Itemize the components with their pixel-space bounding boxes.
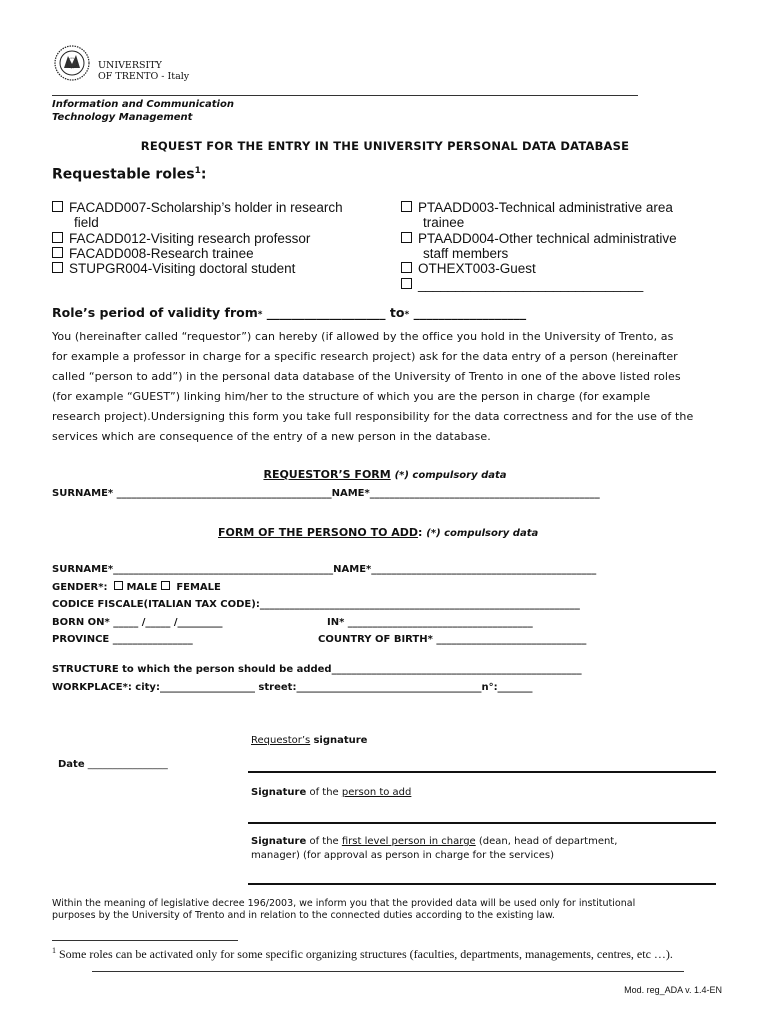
notice-line: Within the meaning of legislative decree 196/2003, we inform you that the provided data will be used only for institutional bbox=[52, 898, 636, 909]
roles-heading-colon: : bbox=[200, 166, 207, 183]
department-line2: Technology Management bbox=[52, 112, 193, 123]
footnote-text: Some roles can be activated only for some specific organizing structures (faculties, departments, managements, centres, etc …). bbox=[56, 947, 673, 961]
role-option-facadd007-cont bbox=[74, 215, 99, 230]
gender-male-label: MALE bbox=[126, 582, 158, 593]
role-option-ptaadd003[interactable] bbox=[401, 200, 673, 215]
compulsory-note: (*) compulsory data bbox=[426, 528, 539, 539]
role-option-ptaadd004-cont bbox=[423, 246, 508, 261]
role-label: PTAADD003-Technical administrative area bbox=[418, 200, 673, 215]
intro-paragraph bbox=[52, 327, 728, 447]
born-on-field[interactable]: BORN ON* _____ /_____ /_________ bbox=[52, 617, 223, 628]
university-name bbox=[98, 60, 189, 82]
page-title: REQUEST FOR THE ENTRY IN THE UNIVERSITY PERSONAL DATA DATABASE bbox=[140, 139, 630, 153]
validity-to-field[interactable]: __________________ bbox=[409, 305, 527, 320]
university-name-line1: UNIVERSITY bbox=[98, 60, 162, 71]
roles-heading-text: Requestable roles bbox=[52, 166, 195, 183]
person-signature-line[interactable] bbox=[248, 822, 716, 824]
requestor-word: Requestor’s bbox=[251, 735, 311, 746]
footnote-ref: 1 bbox=[194, 166, 201, 176]
first-level-signature-label bbox=[251, 835, 617, 863]
paragraph-line: research project).Undersigning this form you take full responsibility for the data correctness and for the use of the bbox=[52, 410, 694, 423]
role-option-facadd012[interactable] bbox=[52, 231, 310, 246]
signature-word: signature bbox=[313, 735, 368, 746]
form-version: Mod. reg_ADA v. 1.4-EN bbox=[624, 985, 722, 995]
person-to-add-text: person to add bbox=[341, 787, 412, 798]
role-other-blank[interactable]: ______________________________ bbox=[418, 277, 644, 292]
role-option-othext003[interactable] bbox=[401, 261, 536, 276]
requestor-form-heading: REQUESTOR’S FORM bbox=[263, 468, 391, 481]
paragraph-line: You (hereinafter called “requestor”) can hereby (if allowed by the office you hold in the University of Trento, as bbox=[52, 330, 674, 343]
role-option-facadd008[interactable] bbox=[52, 246, 254, 261]
checkbox-icon[interactable] bbox=[401, 262, 412, 273]
footnote bbox=[52, 946, 673, 962]
role-label: FACADD008-Research trainee bbox=[69, 246, 254, 261]
first-level-person-text: first level person in charge bbox=[341, 836, 476, 847]
role-option-facadd007[interactable] bbox=[52, 200, 343, 215]
required-star: * bbox=[257, 310, 263, 320]
checkbox-icon[interactable] bbox=[52, 232, 63, 243]
role-option-ptaadd003-cont bbox=[423, 215, 464, 230]
gender-label: GENDER*: bbox=[52, 582, 108, 593]
checkbox-icon[interactable] bbox=[52, 247, 63, 258]
role-label: FACADD007-Scholarship’s holder in research bbox=[69, 200, 343, 215]
footer-divider bbox=[92, 971, 684, 972]
privacy-notice bbox=[52, 898, 724, 922]
paragraph-line: for example a professor in charge for a specific research project) ask for the data entry of a person (hereinafter bbox=[52, 350, 678, 363]
date-label: Date bbox=[58, 759, 85, 770]
first-level-signature-line[interactable] bbox=[248, 883, 716, 885]
workplace-row[interactable]: WORKPLACE*: city:___________________ street:_____________________________________n°:_______ bbox=[52, 682, 533, 693]
tax-code-row[interactable]: CODICE FISCALE(ITALIAN TAX CODE):________________________________________________________________ bbox=[52, 599, 580, 610]
person-form-title: FORM OF THE PERSONO TO ADD: (*) compulsory data bbox=[218, 526, 539, 539]
checkbox-icon[interactable] bbox=[52, 201, 63, 212]
university-seal-icon bbox=[50, 44, 94, 82]
header-divider bbox=[52, 95, 638, 96]
date-field[interactable]: ________________ bbox=[84, 759, 168, 770]
validity-from-field[interactable]: ___________________ bbox=[262, 305, 390, 320]
roles-heading bbox=[52, 166, 206, 183]
role-label-cont: staff members bbox=[423, 246, 509, 261]
signature-word: Signature bbox=[251, 836, 307, 847]
department-line1: Information and Communication bbox=[52, 99, 234, 110]
born-in-field[interactable]: IN* _____________________________________ bbox=[327, 617, 533, 628]
role-option-ptaadd004[interactable] bbox=[401, 231, 677, 246]
role-label: PTAADD004-Other technical administrative bbox=[418, 231, 677, 246]
first-level-rest-text: (dean, head of department, bbox=[475, 836, 618, 847]
checkbox-icon[interactable] bbox=[52, 262, 63, 273]
requestor-signature-label bbox=[251, 734, 367, 748]
paragraph-line: called “person to add”) in the personal data database of the University of Trento in one of the above listed roles bbox=[52, 370, 681, 383]
structure-field[interactable]: STRUCTURE to which the person should be added__________________________________________________ bbox=[52, 664, 582, 675]
department-name bbox=[52, 98, 234, 124]
role-option-stupgr004[interactable] bbox=[52, 261, 295, 276]
role-label-cont: trainee bbox=[423, 215, 465, 230]
person-signature-label bbox=[251, 786, 411, 800]
paragraph-line: (for example “GUEST”) linking him/her to the structure of which you are the person in charge (for example bbox=[52, 390, 651, 403]
person-form-heading: FORM OF THE PERSONO TO ADD bbox=[218, 526, 419, 539]
role-label-cont: field bbox=[74, 215, 99, 230]
checkbox-icon[interactable] bbox=[114, 581, 123, 590]
gender-female-label: FEMALE bbox=[176, 582, 221, 593]
country-of-birth-field[interactable]: COUNTRY OF BIRTH* ______________________________ bbox=[318, 634, 587, 645]
paragraph-line: services which are consequence of the entry of a new person in the database. bbox=[52, 430, 491, 443]
validity-to-label: to bbox=[389, 305, 405, 320]
signature-word: Signature bbox=[251, 787, 307, 798]
role-option-other[interactable] bbox=[401, 277, 643, 292]
footnote-rule bbox=[52, 940, 238, 941]
footnote-number: 1 bbox=[52, 946, 56, 955]
requestor-name-row[interactable]: SURNAME* ___________________________________________NAME*______________________________________________ bbox=[52, 488, 600, 499]
checkbox-icon[interactable] bbox=[401, 201, 412, 212]
date-row bbox=[58, 759, 168, 771]
university-name-line2: OF TRENTO - Italy bbox=[98, 71, 190, 82]
of-the-text: of the bbox=[306, 836, 342, 847]
requestor-signature-line[interactable] bbox=[248, 771, 716, 773]
province-field[interactable]: PROVINCE ________________ bbox=[52, 634, 193, 645]
checkbox-icon[interactable] bbox=[401, 278, 412, 289]
validity-row bbox=[52, 305, 526, 320]
role-label: OTHEXT003-Guest bbox=[418, 261, 536, 276]
of-the-text: of the bbox=[306, 787, 342, 798]
required-star: * bbox=[404, 310, 410, 320]
first-level-line2: manager) (for approval as person in charge for the services) bbox=[251, 850, 554, 861]
requestor-form-title bbox=[0, 468, 770, 481]
checkbox-icon[interactable] bbox=[161, 581, 170, 590]
notice-line: purposes by the University of Trento and in relation to the connected duties according to the existing law. bbox=[52, 910, 555, 921]
person-name-row[interactable]: SURNAME*____________________________________________NAME*_____________________________________________ bbox=[52, 564, 597, 575]
role-label: STUPGR004-Visiting doctoral student bbox=[69, 261, 296, 276]
compulsory-note: (*) compulsory data bbox=[394, 470, 507, 481]
validity-label: Role’s period of validity from bbox=[52, 305, 258, 320]
checkbox-icon[interactable] bbox=[401, 232, 412, 243]
role-label: FACADD012-Visiting research professor bbox=[69, 231, 311, 246]
gender-row bbox=[52, 581, 221, 594]
